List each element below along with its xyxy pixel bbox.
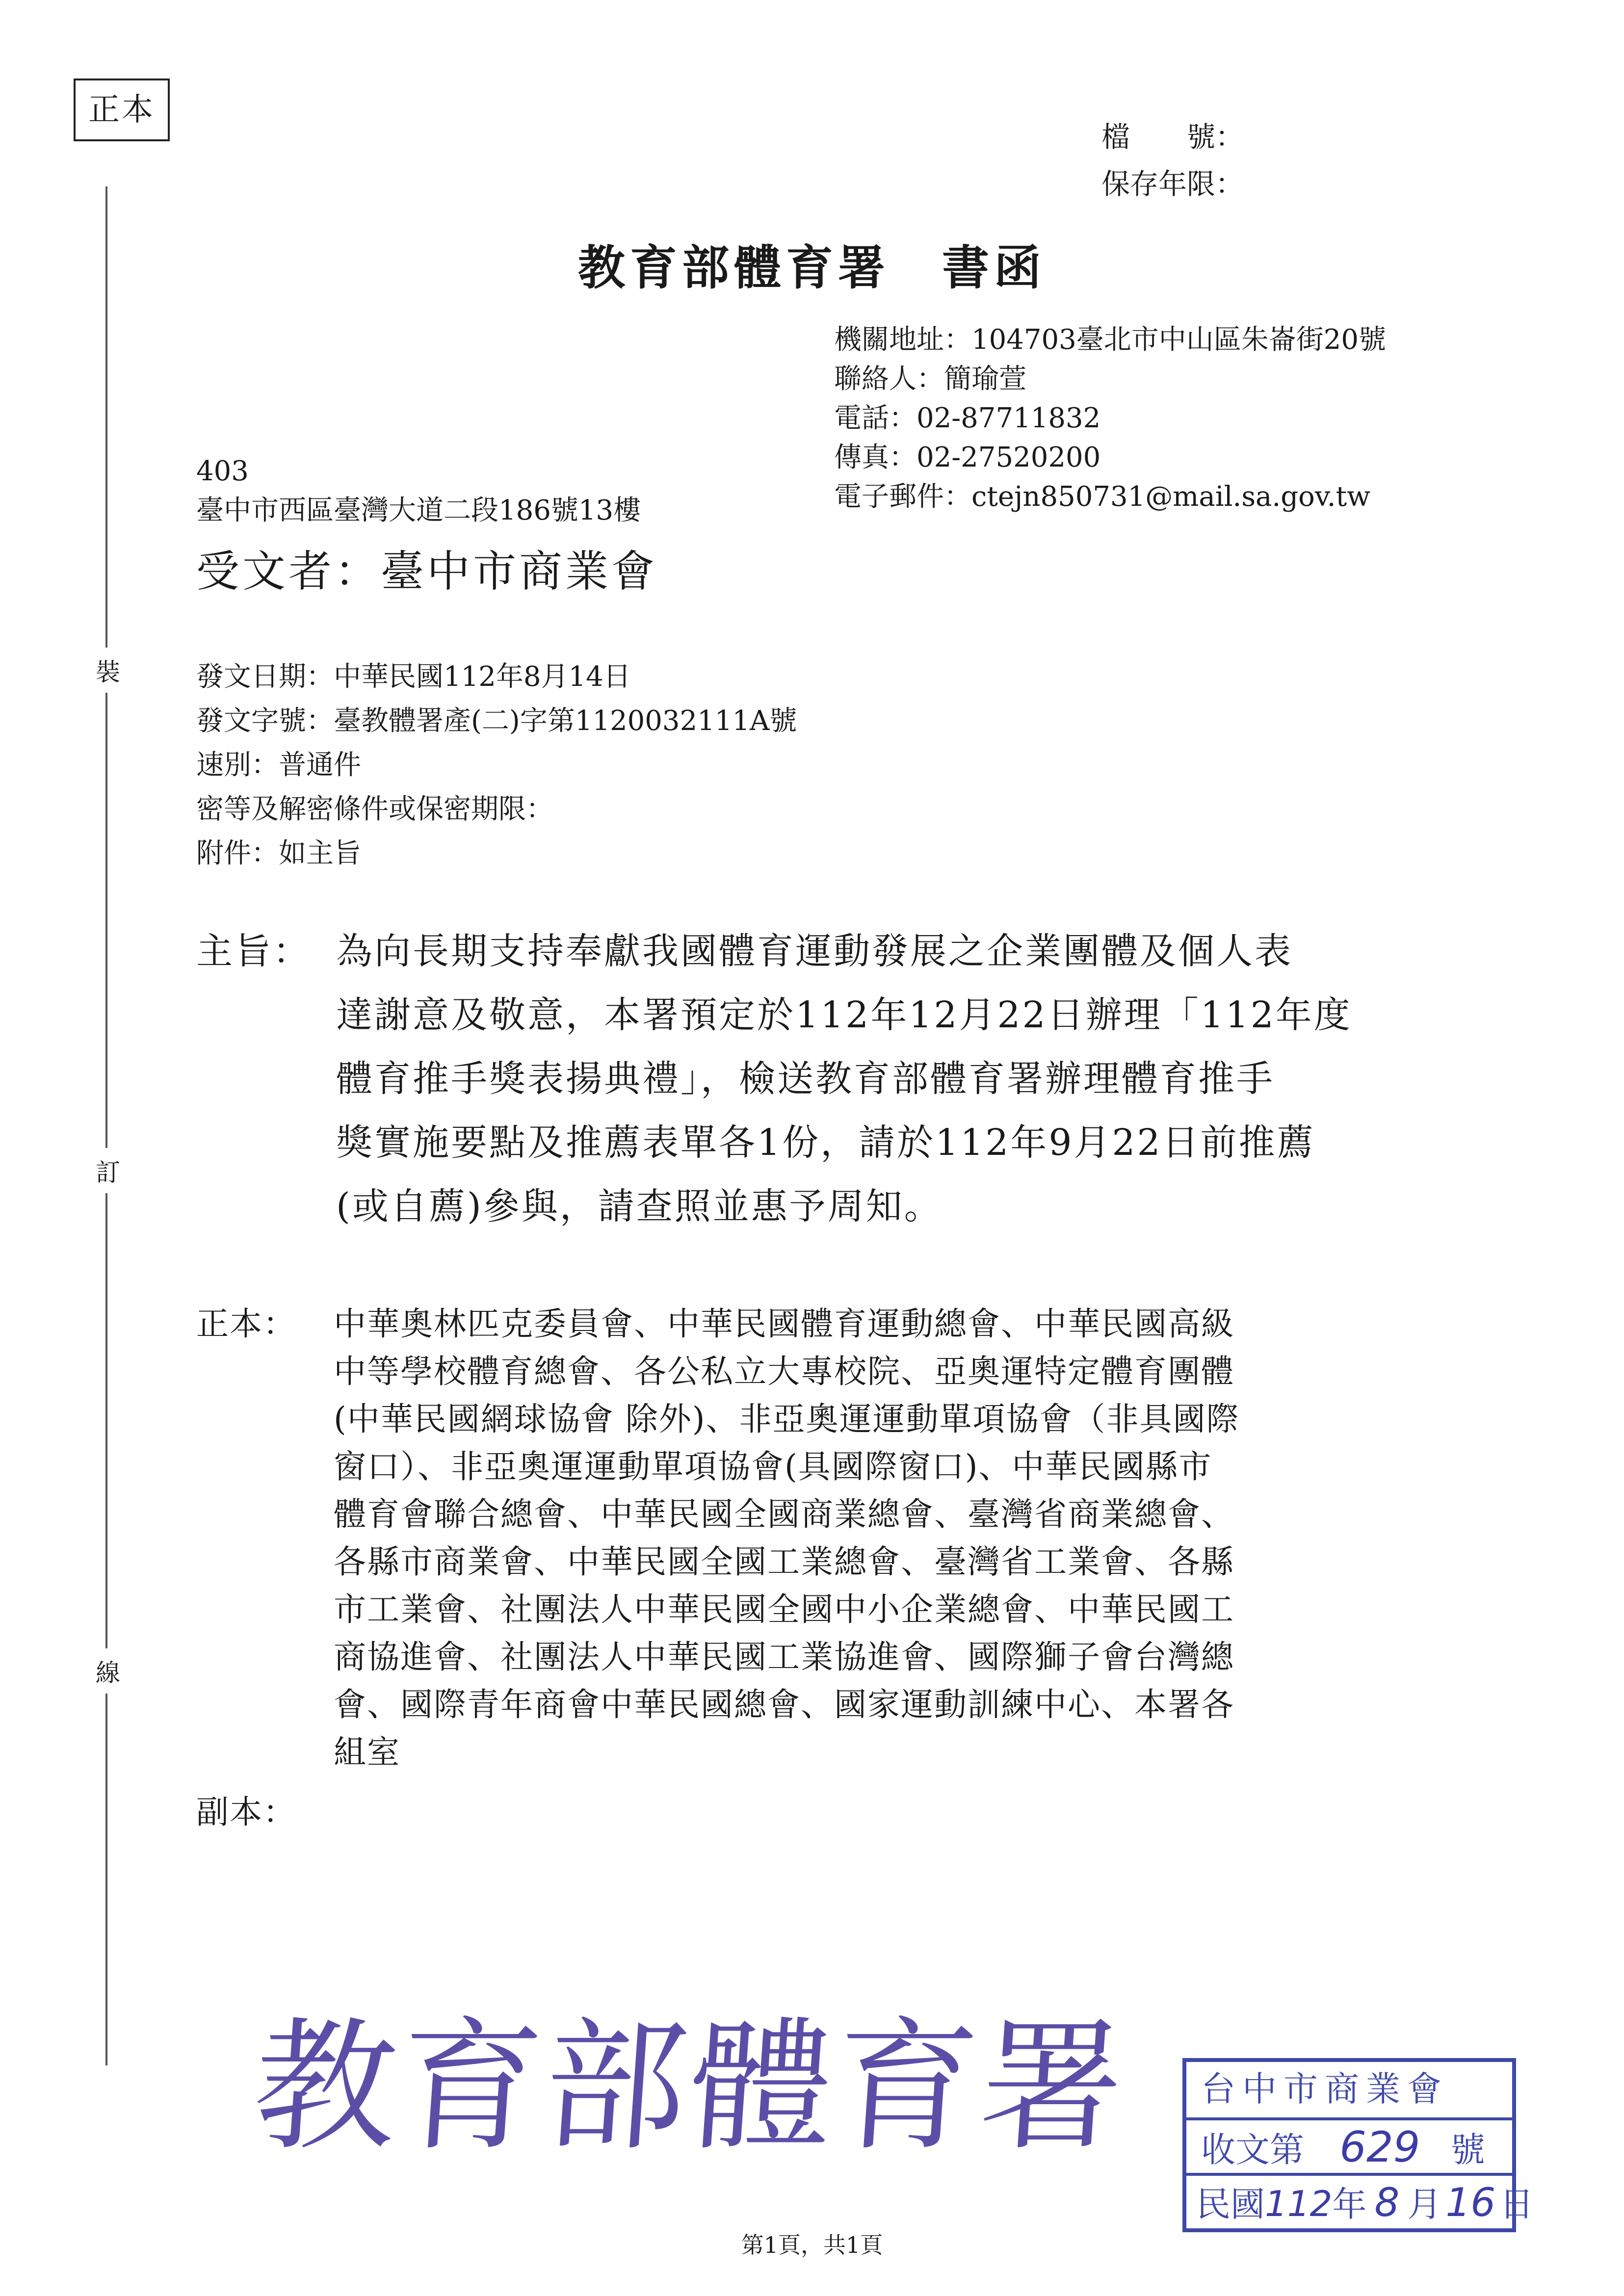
recipient-list-line: (中華民國網球協會 除外)、非亞奧運運動單項協會（非具國際 (334, 1400, 1240, 1438)
stamp-date-row (1186, 2173, 1534, 2228)
page-footer: 第1頁，共1頁 (741, 2232, 883, 2258)
attachment: 附件：如主旨 (196, 837, 361, 869)
recipient-list-line: 會、國際青年商會中華民國總會、國家運動訓練中心、本署各 (334, 1686, 1234, 1723)
fax-number: 傳真：02-27520200 (834, 442, 1101, 473)
file-number-label: 檔 號： (1101, 120, 1244, 154)
agency-seal: 教育部體育署 (248, 2005, 1131, 2170)
recipient-list-line: 組室 (334, 1733, 400, 1771)
binding-mark-zhuang: 裝 (93, 648, 123, 693)
contact-person: 聯絡人：簡瑜萱 (834, 363, 1026, 395)
stamp-month: 8 (1374, 2179, 1400, 2225)
document-title: 教育部體育署 書函 (578, 240, 1046, 295)
recipient-list-line: 商協進會、社團法人中華民國工業協進會、國際獅子會台灣總 (334, 1638, 1234, 1676)
recipient-postal-code: 403 (196, 455, 249, 487)
stamp-year: 112 (1265, 2183, 1333, 2224)
recipient-list-line: 中華奧林匹克委員會、中華民國體育運動總會、中華民國高級 (334, 1305, 1234, 1343)
binding-line (105, 186, 107, 2065)
stamp-receipt-suffix: 號 (1450, 2129, 1485, 2170)
subject-line: 達謝意及敬意，本署預定於112年12月22日辦理「112年度 (336, 994, 1352, 1036)
subject-line: 為向長期支持奉獻我國體育運動發展之企業團體及個人表 (336, 930, 1293, 972)
stamp-day: 16 (1445, 2179, 1496, 2225)
stamp-month-label: 月 (1407, 2184, 1442, 2224)
recipient-list-line: 市工業會、社團法人中華民國全國中小企業總會、中華民國工 (334, 1591, 1234, 1628)
subject-label: 主旨： (196, 930, 311, 972)
copy-recipients-label: 副本： (196, 1793, 296, 1831)
stamp-receipt-prefix: 收文第 (1201, 2129, 1304, 2170)
recipient-list-line: 各縣市商業會、中華民國全國工業總會、臺灣省工業會、各縣 (334, 1543, 1234, 1581)
document-number: 發文字號：臺教體署產(二)字第1120032111A號 (196, 705, 797, 737)
stamp-day-label: 日 (1499, 2184, 1534, 2224)
recipient: 受文者：臺中市商業會 (196, 546, 658, 597)
original-recipients-label: 正本： (196, 1305, 296, 1343)
delivery-speed: 速別：普通件 (196, 749, 361, 781)
phone-number: 電話：02-87711832 (834, 402, 1101, 434)
subject-line: 體育推手獎表揚典禮」，檢送教育部體育署辦理體育推手 (336, 1058, 1275, 1100)
recipient-address: 臺中市西區臺灣大道二段186號13樓 (196, 495, 641, 526)
subject-line: (或自薦)參與，請查照並惠予周知。 (336, 1185, 943, 1227)
recipient-list-line: 體育會聯合總會、中華民國全國商業總會、臺灣省商業總會、 (334, 1495, 1234, 1533)
binding-mark-ding: 訂 (93, 1148, 123, 1193)
recipient-list-line: 窗口）、非亞奧運運動單項協會(具國際窗口)、中華民國縣市 (334, 1448, 1212, 1486)
subject-line: 獎實施要點及推薦表單各1份，請於112年9月22日前推薦 (336, 1122, 1315, 1164)
stamp-receipt-row (1186, 2117, 1512, 2173)
receipt-stamp (1182, 2058, 1534, 2232)
issue-date: 發文日期：中華民國112年8月14日 (196, 661, 631, 693)
stamp-org: 台中市商業會 (1201, 2069, 1448, 2109)
retention-period-label: 保存年限： (1101, 167, 1244, 201)
stamp-date-prefix: 民國 (1196, 2184, 1265, 2224)
stamp-receipt-number: 629 (1339, 2122, 1420, 2172)
binding-mark-xian: 線 (93, 1648, 123, 1694)
stamp-year-label: 年 (1332, 2184, 1367, 2224)
recipient-list-line: 中等學校體育總會、各公私立大專校院、亞奧運特定體育團體 (334, 1353, 1234, 1390)
email-address: 電子郵件：ctejn850731@mail.sa.gov.tw (834, 481, 1371, 513)
copy-type-box: 正本 (74, 78, 170, 141)
sender-address: 機關地址：104703臺北市中山區朱崙街20號 (834, 324, 1387, 356)
secrecy-level: 密等及解密條件或保密期限： (196, 793, 553, 825)
